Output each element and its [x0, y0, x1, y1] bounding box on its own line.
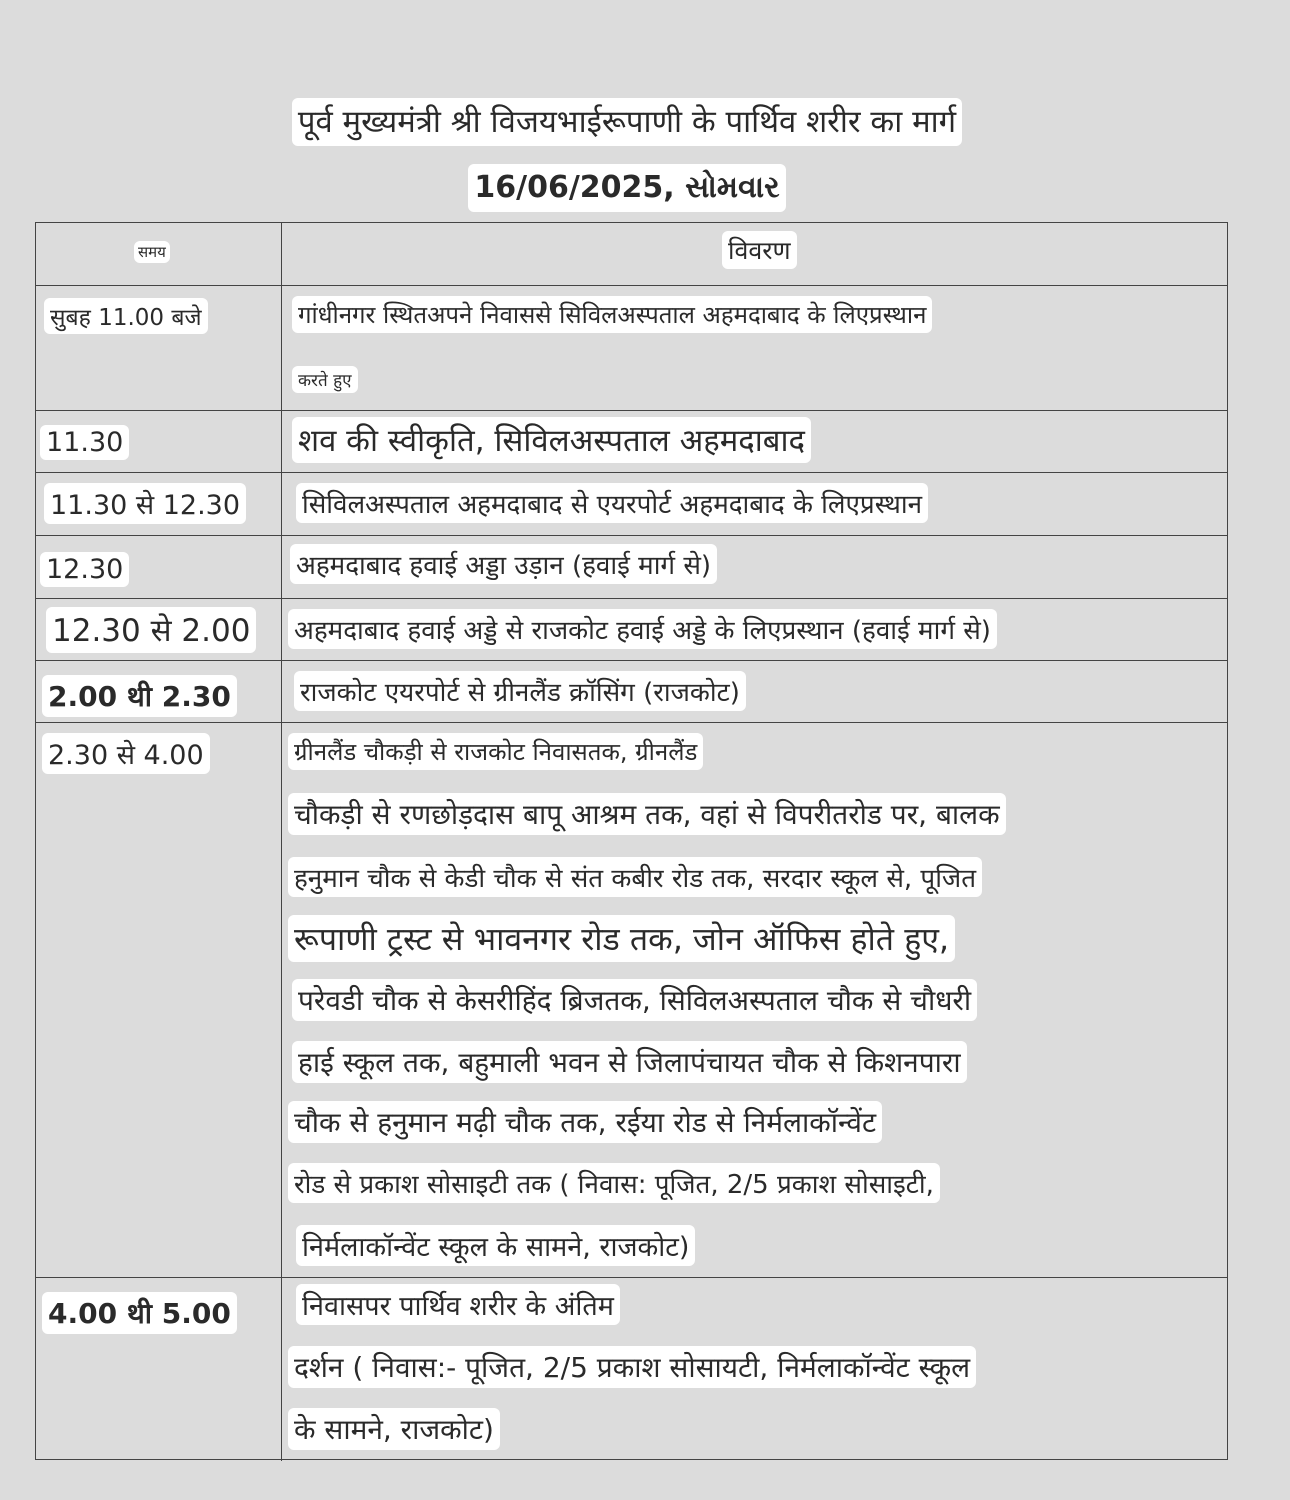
description-line: दर्शन ( निवास:- पूजित, 2/5 प्रकाश सोसायटी, निर्मलाकॉन्वेंट स्कूल [288, 1346, 976, 1388]
table-row [36, 410, 1227, 472]
table-row [36, 722, 1227, 1277]
description-line: निवासपर पार्थिव शरीर के अंतिम [296, 1284, 620, 1325]
description-cell [282, 411, 1227, 472]
description-cell [282, 286, 1227, 410]
table-row [36, 660, 1227, 722]
time-cell [36, 661, 282, 722]
header-time-cell [36, 223, 282, 285]
time-cell [36, 286, 282, 410]
document-date [0, 164, 1254, 212]
description-line: हनुमान चौक से केडी चौक से संत कबीर रोड तक, सरदार स्कूल से, पूजित [288, 857, 982, 897]
table-row [36, 598, 1227, 660]
document-title-text: पूर्व मुख्यमंत्री श्री विजयभाईरूपाणी के पार्थिव शरीर का मार्ग [292, 98, 962, 146]
description-line: चौकड़ी से रणछोड़दास बापू आश्रम तक, वहां से विपरीतरोड पर, बालक [288, 793, 1006, 835]
time-value: 11.30 से 12.30 [44, 483, 246, 524]
description-line: राजकोट एयरपोर्ट से ग्रीनलैंड क्रॉसिंग (राजकोट) [294, 671, 746, 711]
time-cell [36, 1278, 282, 1461]
description-cell [282, 1278, 1227, 1461]
time-value: 11.30 [40, 425, 129, 460]
description-cell [282, 536, 1227, 598]
time-cell [36, 723, 282, 1277]
table-row [36, 1277, 1227, 1461]
document-date-text: 16/06/2025, સોમવાર [468, 164, 785, 212]
schedule-table [35, 222, 1228, 1460]
description-line: शव की स्वीकृति, सिविलअस्पताल अहमदाबाद [292, 417, 811, 463]
time-value: 12.30 से 2.00 [46, 607, 256, 653]
time-value: 4.00 थी 5.00 [42, 1292, 237, 1334]
table-header-row [36, 223, 1227, 285]
description-line: के सामने, राजकोट) [288, 1408, 500, 1450]
description-line: करते हुए [292, 366, 358, 393]
description-line: अहमदाबाद हवाई अड्डा उड़ान (हवाई मार्ग से) [290, 544, 717, 584]
header-description: विवरण [722, 231, 797, 269]
description-line: अहमदाबाद हवाई अड्डे से राजकोट हवाई अड्डे के लिएप्रस्थान (हवाई मार्ग से) [288, 609, 997, 649]
description-line: परेवडी चौक से केसरीहिंद ब्रिजतक, सिविलअस्पताल चौक से चौधरी [292, 979, 977, 1021]
description-line: गांधीनगर स्थितअपने निवाससे सिविलअस्पताल अहमदाबाद के लिएप्रस्थान [292, 296, 932, 333]
time-value: 12.30 [40, 552, 129, 587]
description-line: हाई स्कूल तक, बहुमाली भवन से जिलापंचायत चौक से किशनपारा [292, 1041, 967, 1083]
header-time: समय [134, 241, 170, 263]
time-value: सुबह 11.00 बजे [44, 298, 208, 334]
table-row [36, 535, 1227, 598]
description-cell [282, 723, 1227, 1277]
table-row [36, 472, 1227, 535]
time-cell [36, 473, 282, 535]
time-cell [36, 411, 282, 472]
description-line: निर्मलाकॉन्वेंट स्कूल के सामने, राजकोट) [296, 1225, 695, 1266]
time-value: 2.00 थी 2.30 [42, 675, 237, 717]
description-line: सिविलअस्पताल अहमदाबाद से एयरपोर्ट अहमदाबाद के लिएप्रस्थान [296, 483, 928, 523]
description-line: ग्रीनलैंड चौकड़ी से राजकोट निवासतक, ग्रीनलैंड [288, 733, 703, 770]
description-line: रोड से प्रकाश सोसाइटी तक ( निवास: पूजित, 2/5 प्रकाश सोसाइटी, [288, 1163, 940, 1203]
description-line: रूपाणी ट्रस्ट से भावनगर रोड तक, जोन ऑफिस होते हुए, [288, 915, 955, 962]
description-line: चौक से हनुमान मढ़ी चौक तक, रईया रोड से निर्मलाकॉन्वेंट [288, 1101, 882, 1143]
description-cell [282, 599, 1227, 660]
table-row [36, 285, 1227, 410]
description-cell [282, 473, 1227, 535]
header-description-cell [282, 223, 1227, 285]
time-cell [36, 536, 282, 598]
time-value: 2.30 से 4.00 [42, 733, 210, 774]
document-title [0, 98, 1254, 146]
time-cell [36, 599, 282, 660]
description-cell [282, 661, 1227, 722]
